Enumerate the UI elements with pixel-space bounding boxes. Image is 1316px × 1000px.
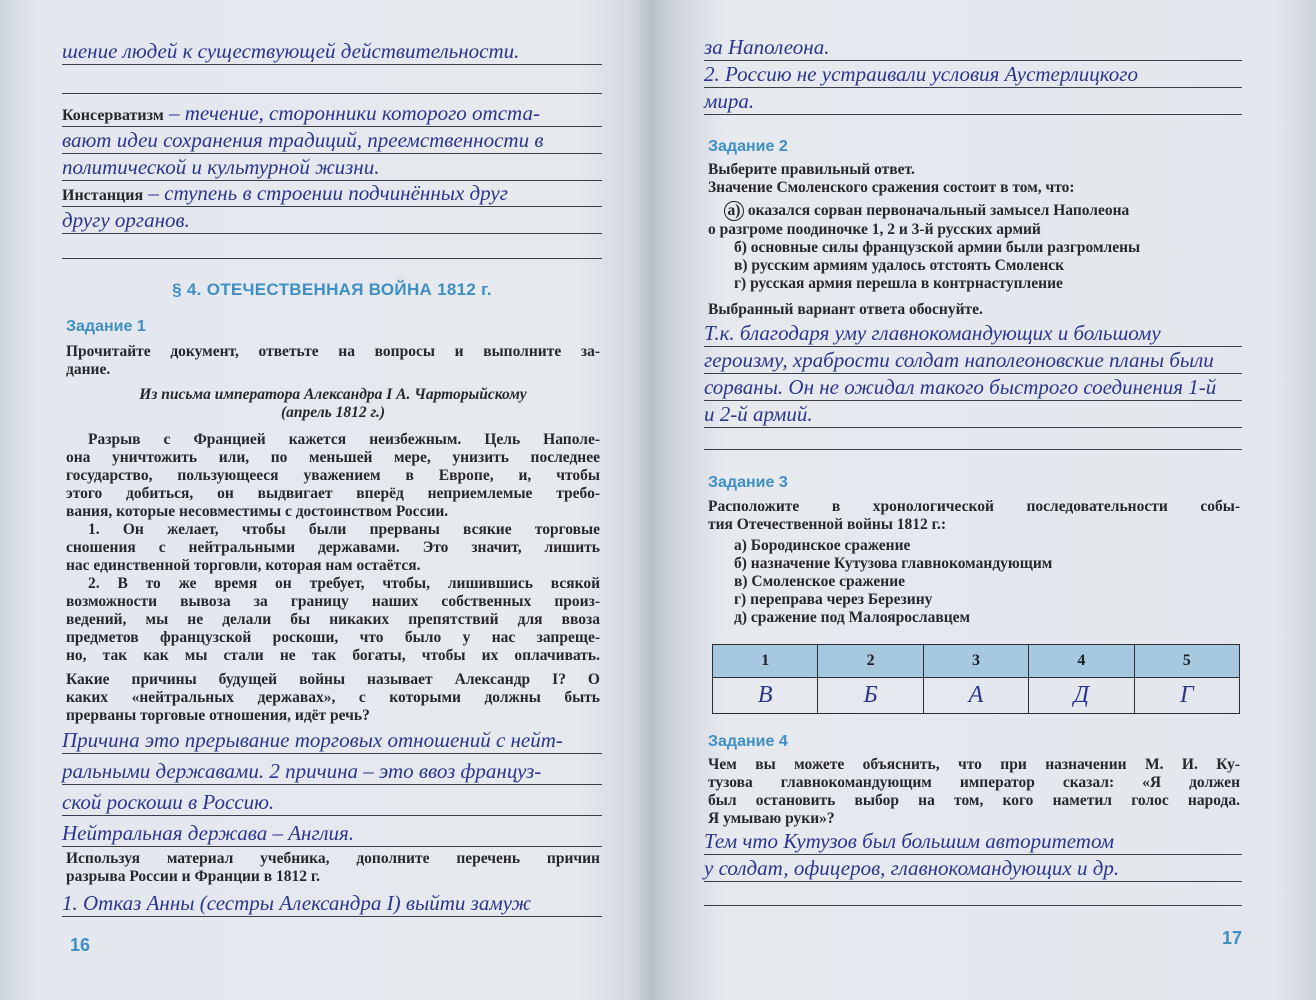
handwritten-line: Нейтральная держава – Англия. xyxy=(62,820,602,847)
handwritten-line xyxy=(62,180,602,207)
task-4-answer xyxy=(704,828,1242,882)
ruled-line xyxy=(62,93,602,94)
text-line: возможности вывоза за границу наших собственных произ- xyxy=(66,593,600,610)
event-item: г) переправа через Березину xyxy=(734,591,933,608)
handwritten-line: 1. Отказ Анны (сестры Александра I) выйти замуж xyxy=(62,890,602,917)
document-title xyxy=(66,386,600,422)
task-1-prompt xyxy=(66,343,600,379)
selected-circle: а) xyxy=(724,201,744,221)
task-1-question xyxy=(66,671,600,725)
handwritten-line: 2. Россию не устраивали условия Аустерлицкого xyxy=(704,61,1242,88)
text-line: каких «нейтральных державах», с которыми должны быть xyxy=(66,689,600,706)
event-item: б) назначение Кутузова главнокомандующим xyxy=(734,555,1053,572)
table-header: 1 xyxy=(713,645,818,678)
handwritten-line: другу органов. xyxy=(62,207,602,234)
handwritten-line: мира. xyxy=(704,88,1242,115)
text-line: но, так как мы стали не так богаты, чтобы их оплачивать. xyxy=(66,647,600,664)
option-letter: г) xyxy=(734,275,747,292)
handwritten-line: Тем что Кутузов был большим авторитетом xyxy=(704,828,1242,855)
task-4-title: Задание 4 xyxy=(708,733,788,750)
term-label: Инстанция xyxy=(62,187,144,204)
table-header: 5 xyxy=(1134,645,1239,678)
text-line: Я умываю руки»? xyxy=(708,810,835,827)
text-line: она уничтожить или, по меньшей мере, унизить последнее xyxy=(66,449,600,466)
table-cell[interactable]: Б xyxy=(818,678,923,714)
option-letter: в) xyxy=(734,257,748,274)
text-line: государство, пользующееся уважением в Европе, и, чтобы xyxy=(66,467,600,484)
page-number: 17 xyxy=(1222,928,1243,948)
handwritten-text: – течение, сторонники которого отста- xyxy=(168,101,540,125)
table-row xyxy=(713,678,1240,714)
ruled-line xyxy=(704,905,1242,906)
option-d[interactable] xyxy=(708,275,1240,293)
text-line: предметов французской роскоши, что было у нас запреще- xyxy=(66,629,600,646)
option-text: о разгроме поодиночке 1, 2 и 3-й русских армий xyxy=(708,221,1041,238)
task-1-title: Задание 1 xyxy=(66,318,146,335)
handwritten-line: вают идеи сохранения традиций, преемственности в xyxy=(62,127,602,154)
text-line: Чем вы можете объяснить, что при назначении М. И. Ку- xyxy=(708,756,1240,773)
page-number: 16 xyxy=(70,935,91,955)
option-letter: б) xyxy=(734,239,747,256)
table-header: 4 xyxy=(1029,645,1134,678)
text-line: Разрыв с Францией кажется неизбежным. Цель Наполе- xyxy=(88,431,600,448)
answer-table xyxy=(712,644,1240,714)
task-3-options xyxy=(734,537,1052,627)
text-line: нас единственной торговли, которая нам остаётся. xyxy=(66,557,421,574)
handwritten-line: ральными державами. 2 причина – это ввоз француз- xyxy=(62,758,602,785)
text-line: 2. В то же время он требует, чтобы, лишившись всякой xyxy=(88,575,600,592)
task-2-answer xyxy=(704,320,1242,428)
term-conservatism xyxy=(62,100,602,181)
task-1-answer xyxy=(62,727,602,847)
option-text: основные силы французской армии были разгромлены xyxy=(750,239,1141,256)
handwritten-line: за Наполеона. xyxy=(704,34,1242,61)
text-line: Из письма императора Александра I А. Чарторыйскому xyxy=(139,386,527,403)
task-3-prompt xyxy=(708,498,1240,534)
left-page xyxy=(0,0,650,1000)
text-line: Выберите правильный ответ. xyxy=(708,161,915,178)
ruled-line xyxy=(704,449,1242,450)
task-3-title: Задание 3 xyxy=(708,474,788,491)
handwritten-line: у солдат, офицеров, главнокомандующих и др. xyxy=(704,855,1242,882)
handwritten-line: и 2-й армий. xyxy=(704,401,1242,428)
handwritten-line: Т.к. благодаря уму главнокомандующих и большому xyxy=(704,320,1242,347)
text-line: прерваны торговые отношения, идёт речь? xyxy=(66,707,370,724)
text-line: дание. xyxy=(66,361,111,378)
section-heading: § 4. ОТЕЧЕСТВЕННАЯ ВОЙНА 1812 г. xyxy=(172,280,492,299)
handwritten-line xyxy=(62,100,602,127)
handwritten-line: героизму, храбрости солдат наполеоновские планы были xyxy=(704,347,1242,374)
option-text: русская армия перешла в контрнаступление xyxy=(750,275,1063,292)
task-1-prompt-2 xyxy=(66,850,600,886)
text-line: этого добиться, он выдвигает вперёд неприемлемые требо- xyxy=(66,485,600,502)
handwritten-line: сорваны. Он не ожидал такого быстрого соединения 1-й xyxy=(704,374,1242,401)
text-line: ведений, мы не делали бы никаких препятствий для ввоза xyxy=(66,611,600,628)
text-line: (апрель 1812 г.) xyxy=(280,404,386,421)
handwritten-line: политической и культурной жизни. xyxy=(62,154,602,181)
continued-answer xyxy=(704,34,1242,115)
event-item: в) Смоленское сражение xyxy=(734,573,906,590)
event-item: д) сражение под Малоярославцем xyxy=(734,609,971,626)
option-text: русским армиям удалось отстоять Смоленск xyxy=(751,257,1065,274)
table-cell[interactable]: А xyxy=(923,678,1028,714)
document-text xyxy=(66,431,600,665)
text-line: Расположите в хронологической последовательности собы- xyxy=(708,498,1240,515)
text-line: сношения с нейтральными державами. Это значит, лишить xyxy=(66,539,600,556)
handwritten-line: Причина это прерывание торговых отношений с нейт- xyxy=(62,727,602,754)
text-line: вания, которые несовместимы с достоинством России. xyxy=(66,503,449,520)
table-header-row xyxy=(713,645,1240,678)
option-c[interactable] xyxy=(708,257,1240,275)
table-cell[interactable]: Д xyxy=(1029,678,1134,714)
task-2-title: Задание 2 xyxy=(708,138,788,155)
table-header: 3 xyxy=(923,645,1028,678)
term-label: Консерватизм xyxy=(62,107,164,124)
justify-prompt: Выбранный вариант ответа обоснуйте. xyxy=(708,301,983,318)
handwritten-line: шение людей к существующей действительности. xyxy=(62,38,602,65)
text-line: Какие причины будущей войны называет Александр I? О xyxy=(66,671,600,688)
option-b[interactable] xyxy=(708,239,1240,257)
term-instance xyxy=(62,180,602,234)
task-2-prompt xyxy=(708,161,1240,197)
text-line: 1. Он желает, чтобы были прерваны всякие торговые xyxy=(88,521,600,538)
text-line: Используя материал учебника, дополните перечень причин xyxy=(66,850,600,867)
table-header: 2 xyxy=(818,645,923,678)
option-text: оказался сорван первоначальный замысел Наполеона xyxy=(747,202,1130,219)
event-item: а) Бородинское сражение xyxy=(734,537,911,554)
table-cell[interactable]: В xyxy=(713,678,818,714)
right-page xyxy=(660,0,1316,1000)
option-a[interactable] xyxy=(708,201,1240,221)
handwritten-line: ской роскоши в Россию. xyxy=(62,789,602,816)
task-2-options xyxy=(708,201,1240,293)
text-line: разрыва России и Франции в 1812 г. xyxy=(66,868,321,885)
handwritten-text: – ступень в строении подчинённых друг xyxy=(148,181,508,205)
text-line: Значение Смоленского сражения состоит в том, что: xyxy=(708,179,1075,196)
text-line: Прочитайте документ, ответьте на вопросы и выполните за- xyxy=(66,343,600,360)
task-4-prompt xyxy=(708,756,1240,828)
text-line: тия Отечественной войны 1812 г.: xyxy=(708,516,946,533)
text-line: был остановить выбор на том, кого наметил голос народа. xyxy=(708,792,1240,809)
text-line: тузова главнокомандующим император сказал: «Я должен xyxy=(708,774,1240,791)
ruled-line xyxy=(62,258,602,259)
table-cell[interactable]: Г xyxy=(1134,678,1239,714)
